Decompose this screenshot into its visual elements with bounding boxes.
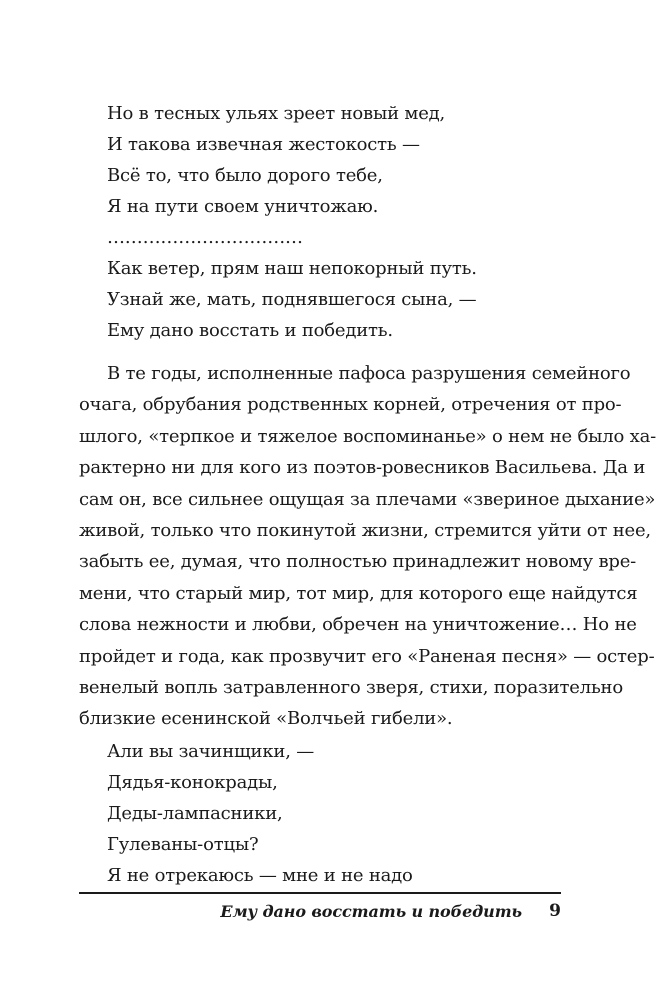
poem-excerpt-2 (107, 736, 413, 891)
poem-line: Дядья-конокрады, (107, 772, 278, 793)
poem-ellipsis: …………………………… (107, 227, 303, 248)
paragraph-line: шлого, «терпкое и тяжелое воспоминанье» о нем не было ха- (79, 425, 657, 447)
poem-line: Деды-лампасники, (107, 803, 283, 824)
paragraph-line: живой, только что покинутой жизни, стремится уйти от нее, (79, 519, 651, 541)
paragraph-line: венелый вопль затравленного зверя, стихи, поразительно (79, 676, 623, 698)
poem-line: Гулеваны-отцы? (107, 834, 259, 855)
poem-line: И такова извечная жестокость — (107, 134, 420, 155)
poem-line: Ему дано восстать и победить. (107, 320, 393, 341)
poem-line: Но в тесных ульях зреет новый мед, (107, 103, 446, 124)
paragraph-line: близкие есенинской «Волчьей гибели». (79, 708, 453, 730)
prose-paragraph (79, 358, 657, 735)
paragraph-line: рактерно ни для кого из поэтов-ровесников Васильева. Да и (79, 457, 646, 479)
poem-line: Я не отрекаюсь — мне и не надо (107, 865, 413, 886)
poem-line: Али вы зачинщики, — (107, 741, 315, 762)
poem-line: Узнай же, мать, поднявшегося сына, — (107, 289, 477, 310)
footer-divider (79, 892, 561, 894)
poem-line: Всё то, что было дорого тебе, (107, 165, 383, 186)
poem-excerpt-1 (107, 98, 477, 346)
running-footer-title: Ему дано восстать и победить (220, 902, 522, 921)
paragraph-line: В те годы, исполненные пафоса разрушения семейного (107, 363, 631, 384)
paragraph-line: очага, обрубания родственных корней, отречения от про- (79, 394, 622, 416)
paragraph-line: слова нежности и любви, обречен на уничтожение… Но не (79, 614, 637, 636)
page-number: 9 (549, 901, 561, 921)
paragraph-line: забыть ее, думая, что полностью принадлежит новому вре- (79, 551, 637, 573)
poem-line: Как ветер, прям наш непокорный путь. (107, 258, 477, 279)
paragraph-line: сам он, все сильнее ощущая за плечами «звериное дыхание» (79, 488, 656, 510)
paragraph-line: мени, что старый мир, тот мир, для которого еще найдутся (79, 582, 638, 604)
poem-line: Я на пути своем уничтожаю. (107, 196, 379, 217)
paragraph-line: пройдет и года, как прозвучит его «Раненая песня» — остер- (79, 645, 655, 667)
